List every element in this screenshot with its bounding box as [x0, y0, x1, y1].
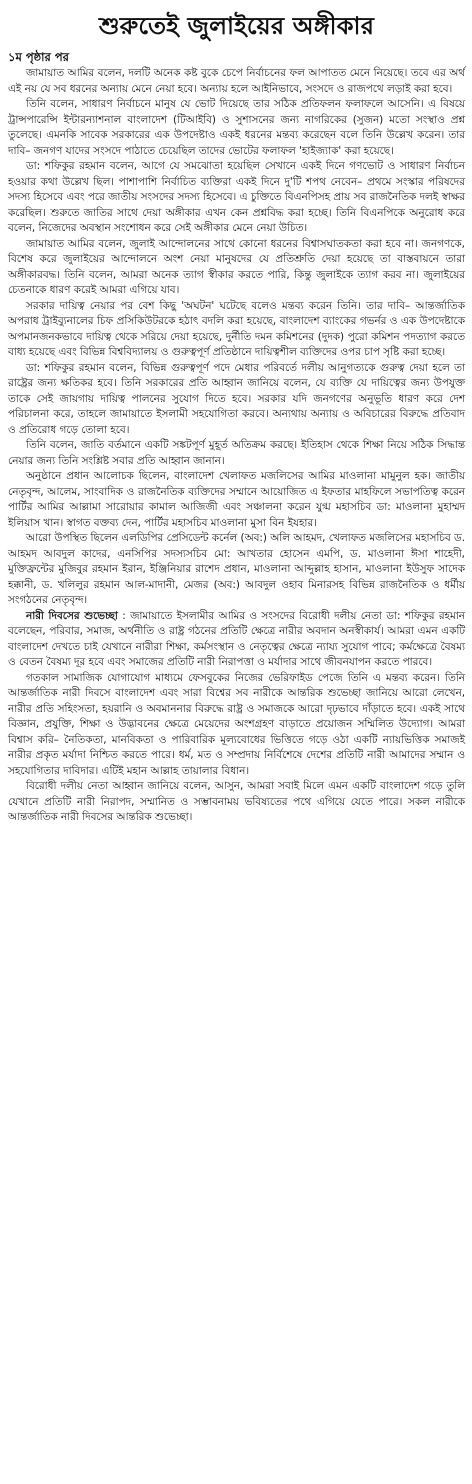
womens-day-subhead: নারী দিবসের শুভেচ্ছা: [26, 609, 118, 622]
article-paragraph: সরকার দায়িত্ব নেয়ার পর বেশ কিছু 'অঘটন' ঘটেছে বলেও মন্তব্য করেন তিনি। তার দাবি– আন্তর্জাতিক অপরাধ ট্রাইব্যুনালের চিফ প্রসিকিউটরকে হঠাৎ বদলি করা হয়েছে, বাংলাদেশ ব্যাংকের গভর্নর ও এক উপদেষ্টাকে অপমানজনকভাবে দায়িত্ব থেকে সরিয়ে দেয়া হয়েছে, দুর্নীতি দমন কমিশনের (দুদক) পুরো কমিশন পদত্যাগ করতে বাধ্য হয়েছে এবং বিভিন্ন বিশ্ববিদ্যালয় ও গুরুত্বপূর্ণ প্রতিষ্ঠানে দায়িত্বশীল ব্যক্তিদের ওপর চাপ সৃষ্টি করা হচ্ছে।: [8, 299, 465, 358]
headline: শুরুতেই জুলাইয়ের অঙ্গীকার: [98, 12, 375, 40]
womens-day-lead: : জামায়াতে ইসলামীর আমির ও সংসদের বিরোধী দলীয় নেতা ডা: শফিকুর রহমান বলেছেন, পরিবার, সমাজ, অর্থনীতি ও রাষ্ট্র গঠনের প্রতিটি ক্ষেত্রে নারীর অবদান অনস্বীকার্য। আমরা এমন একটি বাংলাদেশ দেখতে চাই যেখানে নারীরা শিক্ষা, কর্মসংস্থান ও নেতৃত্বের ক্ষেত্রে ন্যায্য সুযোগ পাবে; কর্মক্ষেত্রে বৈষম্য ও বেতন বৈষম্য দূর হবে এবং সমাজের প্রতিটি নারী নিরাপত্তা ও মর্যাদার সাথে জীবনযাপন করতে পারবে।: [8, 609, 465, 668]
article-paragraph: তিনি বলেন, সাধারণ নির্বাচনে মানুষ যে ভোট দিয়েছে তার সঠিক প্রতিফলন ফলাফলে আসেনি। এ বিষয়ে ট্রান্সপারেন্সি ইন্টারন্যাশনাল বাংলাদেশ (টিআইবি) ও সুশাসনের জন্য নাগরিকের (সুজন) মতো সংস্থাও প্রশ্ন তুলেছে। এমনকি সাবেক সরকারের এক উপদেষ্টাও একই ধরনের মন্তব্য করেছেন বলে তিনি উল্লেখ করেন। তার দাবি– জনগণ যাদের সংসদে পাঠাতে চেয়েছিল তাদের ভোটের ফলাফল 'হাইজ্যাক' করা হয়েছে।: [8, 98, 465, 157]
article-paragraph: গতকাল সামাজিক যোগাযোগ মাধ্যমে ফেসবুকের নিজের ভেরিফাইড পেজে তিনি এ মন্তব্য করেন। তিনি আন্তর্জাতিক নারী দিবসে বাংলাদেশ এবং সারা বিশ্বের সব নারীকে আন্তরিক শুভেচ্ছা জানিয়ে আরো লেখেন, নারীর প্রতি সহিংসতা, হয়রানি ও অবমাননার বিরুদ্ধে রাষ্ট্র ও সমাজকে আরো দৃঢ়ভাবে দাঁড়াতে হবে। একই সাথে বিজ্ঞান, প্রযুক্তি, শিক্ষা ও উদ্ভাবনের ক্ষেত্রে মেয়েদের অংশগ্রহণ বাড়াতে প্রয়োজন সম্মিলিত উদ্যোগ। আমরা বিশ্বাস করি– নৈতিকতা, মানবিকতা ও পারিবারিক মূল্যবোধের ভিত্তিতে গড়ে ওঠা একটি ন্যায়ভিত্তিক সমাজই নারীর প্রকৃত মর্যাদা নিশ্চিত করতে পারে। ধর্ম, মত ও সম্প্রদায় নির্বিশেষে দেশের প্রতিটি নারী আমাদের সম্মান ও সহযোগিতার দাবিদার। এটিই মহান আল্লাহ তায়ালার বিধান।: [8, 671, 465, 777]
article-paragraph: বিরোধী দলীয় নেতা আহ্বান জানিয়ে বলেন, আসুন, আমরা সবাই মিলে এমন একটি বাংলাদেশ গড়ে তুলি যেখানে প্রতিটি নারী নিরাপদ, সম্মানিত ও সম্ভাবনাময় ভবিষ্যতের পথে এগিয়ে যেতে পারে। সকল নারীকে আন্তর্জাতিক নারী দিবসের আন্তরিক শুভেচ্ছা।: [8, 780, 465, 823]
womens-day-paragraph: [8, 609, 465, 671]
continuation-note: ১ম পৃষ্ঠার পর: [8, 50, 69, 64]
article-paragraph: আরো উপস্থিত ছিলেন এলডিপির প্রেসিডেন্ট কর্নেল (অব:) অলি আহমদ, খেলাফত মজলিসের মহাসচিব ড. আহমদ আবদুল কাদের, এনসিপির সদস্যসচিব মো: আখতার হোসেন এমপি, ড. মাওলানা ঈসা শাহেদী, মুক্তিফ্রন্টের মুজিবুর রহমান ইরান, ইঞ্জিনিয়ার রাশেদ প্রধান, মাওলানা আব্দুল্লাহ হাসান, মাওলানা ইউসুফ সাদেক হক্কানী, ড. খলিলুর রহমান আল-মাদানী, মেজর (অব:) আবদুল ওহাব মিনারসহ বিভিন্ন রাজনৈতিক ও ধর্মীয় সংগঠনের নেতৃবৃন্দ।: [8, 532, 465, 606]
article-paragraph: জামায়াত আমির বলেন, জুলাই আন্দোলনের সাথে কোনো ধরনের বিশ্বাসঘাতকতা করা হবে না। জনগণকে, বিশেষ করে জুলাইয়ের আন্দোলনে অংশ নেয়া মানুষদের যে প্রতিশ্রুতি দেয়া হয়েছে তা বাস্তবায়নে তারা অঙ্গীকারবদ্ধ। তিনি বলেন, আমরা অনেক ত্যাগ স্বীকার করতে পারি, কিন্তু জুলাইকে ত্যাগ করব না। জুলাইয়ের চেতনাকে ধারণ করেই আমরা এগিয়ে যাব।: [8, 237, 465, 296]
article-paragraph: ডা: শফিকুর রহমান বলেন, বিভিন্ন গুরুত্বপূর্ণ পদে মেধার পরিবর্তে দলীয় আনুগত্যকে গুরুত্ব দেয়া হলে তা রাষ্ট্রের জন্য ক্ষতিকর হবে। তিনি সরকারের প্রতি আহ্বান জানিয়ে বলেন, যে ব্যক্তি যে দায়িত্বের জন্য উপযুক্ত তাকে সেই জায়গায় দায়িত্ব পালনের সুযোগ দিতে হবে। সরকার যদি জনগণের অনুভূতি ধারণ করে দেশ পরিচালনা করে, তাহলে জামায়াতে ইসলামী সহযোগিতা করবে। অন্যথায় অন্যায় ও অবিচারের বিরুদ্ধে প্রতিবাদ ও প্রতিরোধ গড়ে তোলা হবে।: [8, 361, 465, 436]
article-body: [8, 66, 465, 826]
article-paragraph: ডা: শফিকুর রহমান বলেন, আগে যে সমঝোতা হয়েছিল সেখানে একই দিনে গণভোট ও সাধারণ নির্বাচন হওয়ার কথা উল্লেখ ছিল। পাশাপাশি নির্বাচিত ব্যক্তিরা একই দিনে দু'টি শপথ নেবেন– প্রথমে সংস্কার পরিষদের সদস্য হিসেবে এবং পরে জাতীয় সংসদের সদস্য হিসেবে। এ চুক্তিতে বিএনপিসহ প্রায় সব রাজনৈতিক দলই স্বাক্ষর করেছিল। শুরুতে জাতির সাথে দেয়া অঙ্গীকার এখন কেন প্রশ্নবিদ্ধ করা হচ্ছে। তিনি বিএনপিকে অনুরোধ করে বলেন, নিজেদের অবস্থান সংশোধন করে সেই অঙ্গীকার মেনে নেয়া উচিত।: [8, 160, 465, 234]
article-paragraph: জামায়াত আমির বলেন, দলটি অনেক কষ্ট বুকে চেপে নির্বাচনের ফল আপাতত মেনে নিয়েছে। তবে এর অর্থ এই নয় যে সব ধরনের অন্যায় মেনে নেয়া হবে। অন্যায় হলে আইনিভাবে, সংসদে ও রাজপথে লড়াই করা হবে।: [8, 67, 465, 95]
article-paragraph: তিনি বলেন, জাতি বর্তমানে একটি সঙ্কটপূর্ণ মুহূর্ত অতিক্রম করছে। ইতিহাস থেকে শিক্ষা নিয়ে সঠিক সিদ্ধান্ত নেয়ার জন্য তিনি সংশ্লিষ্ট সবার প্রতি আহ্বান জানান।: [8, 439, 465, 467]
article-paragraph: অনুষ্ঠানে প্রধান আলোচক ছিলেন, বাংলাদেশ খেলাফত মজলিসের আমির মাওলানা মামুনুল হক। জাতীয় নেতৃবৃন্দ, আলেম, সাংবাদিক ও রাজনৈতিক ব্যক্তিদের সম্মানে আয়োজিত এ ইফতার মাহফিলে সভাপতিত্ব করেন পার্টির আমির আল্লামা সারোয়ার কামাল আজিজী এবং সঞ্চালনা করেন যুগ্ম মহাসচিব ডা: মাওলানা মুহাম্মদ ইলিয়াস খান। স্বাগত বক্তব্য দেন, পার্টির মহাসচিব মাওলানা মুসা বিন ইযহার।: [8, 470, 465, 529]
